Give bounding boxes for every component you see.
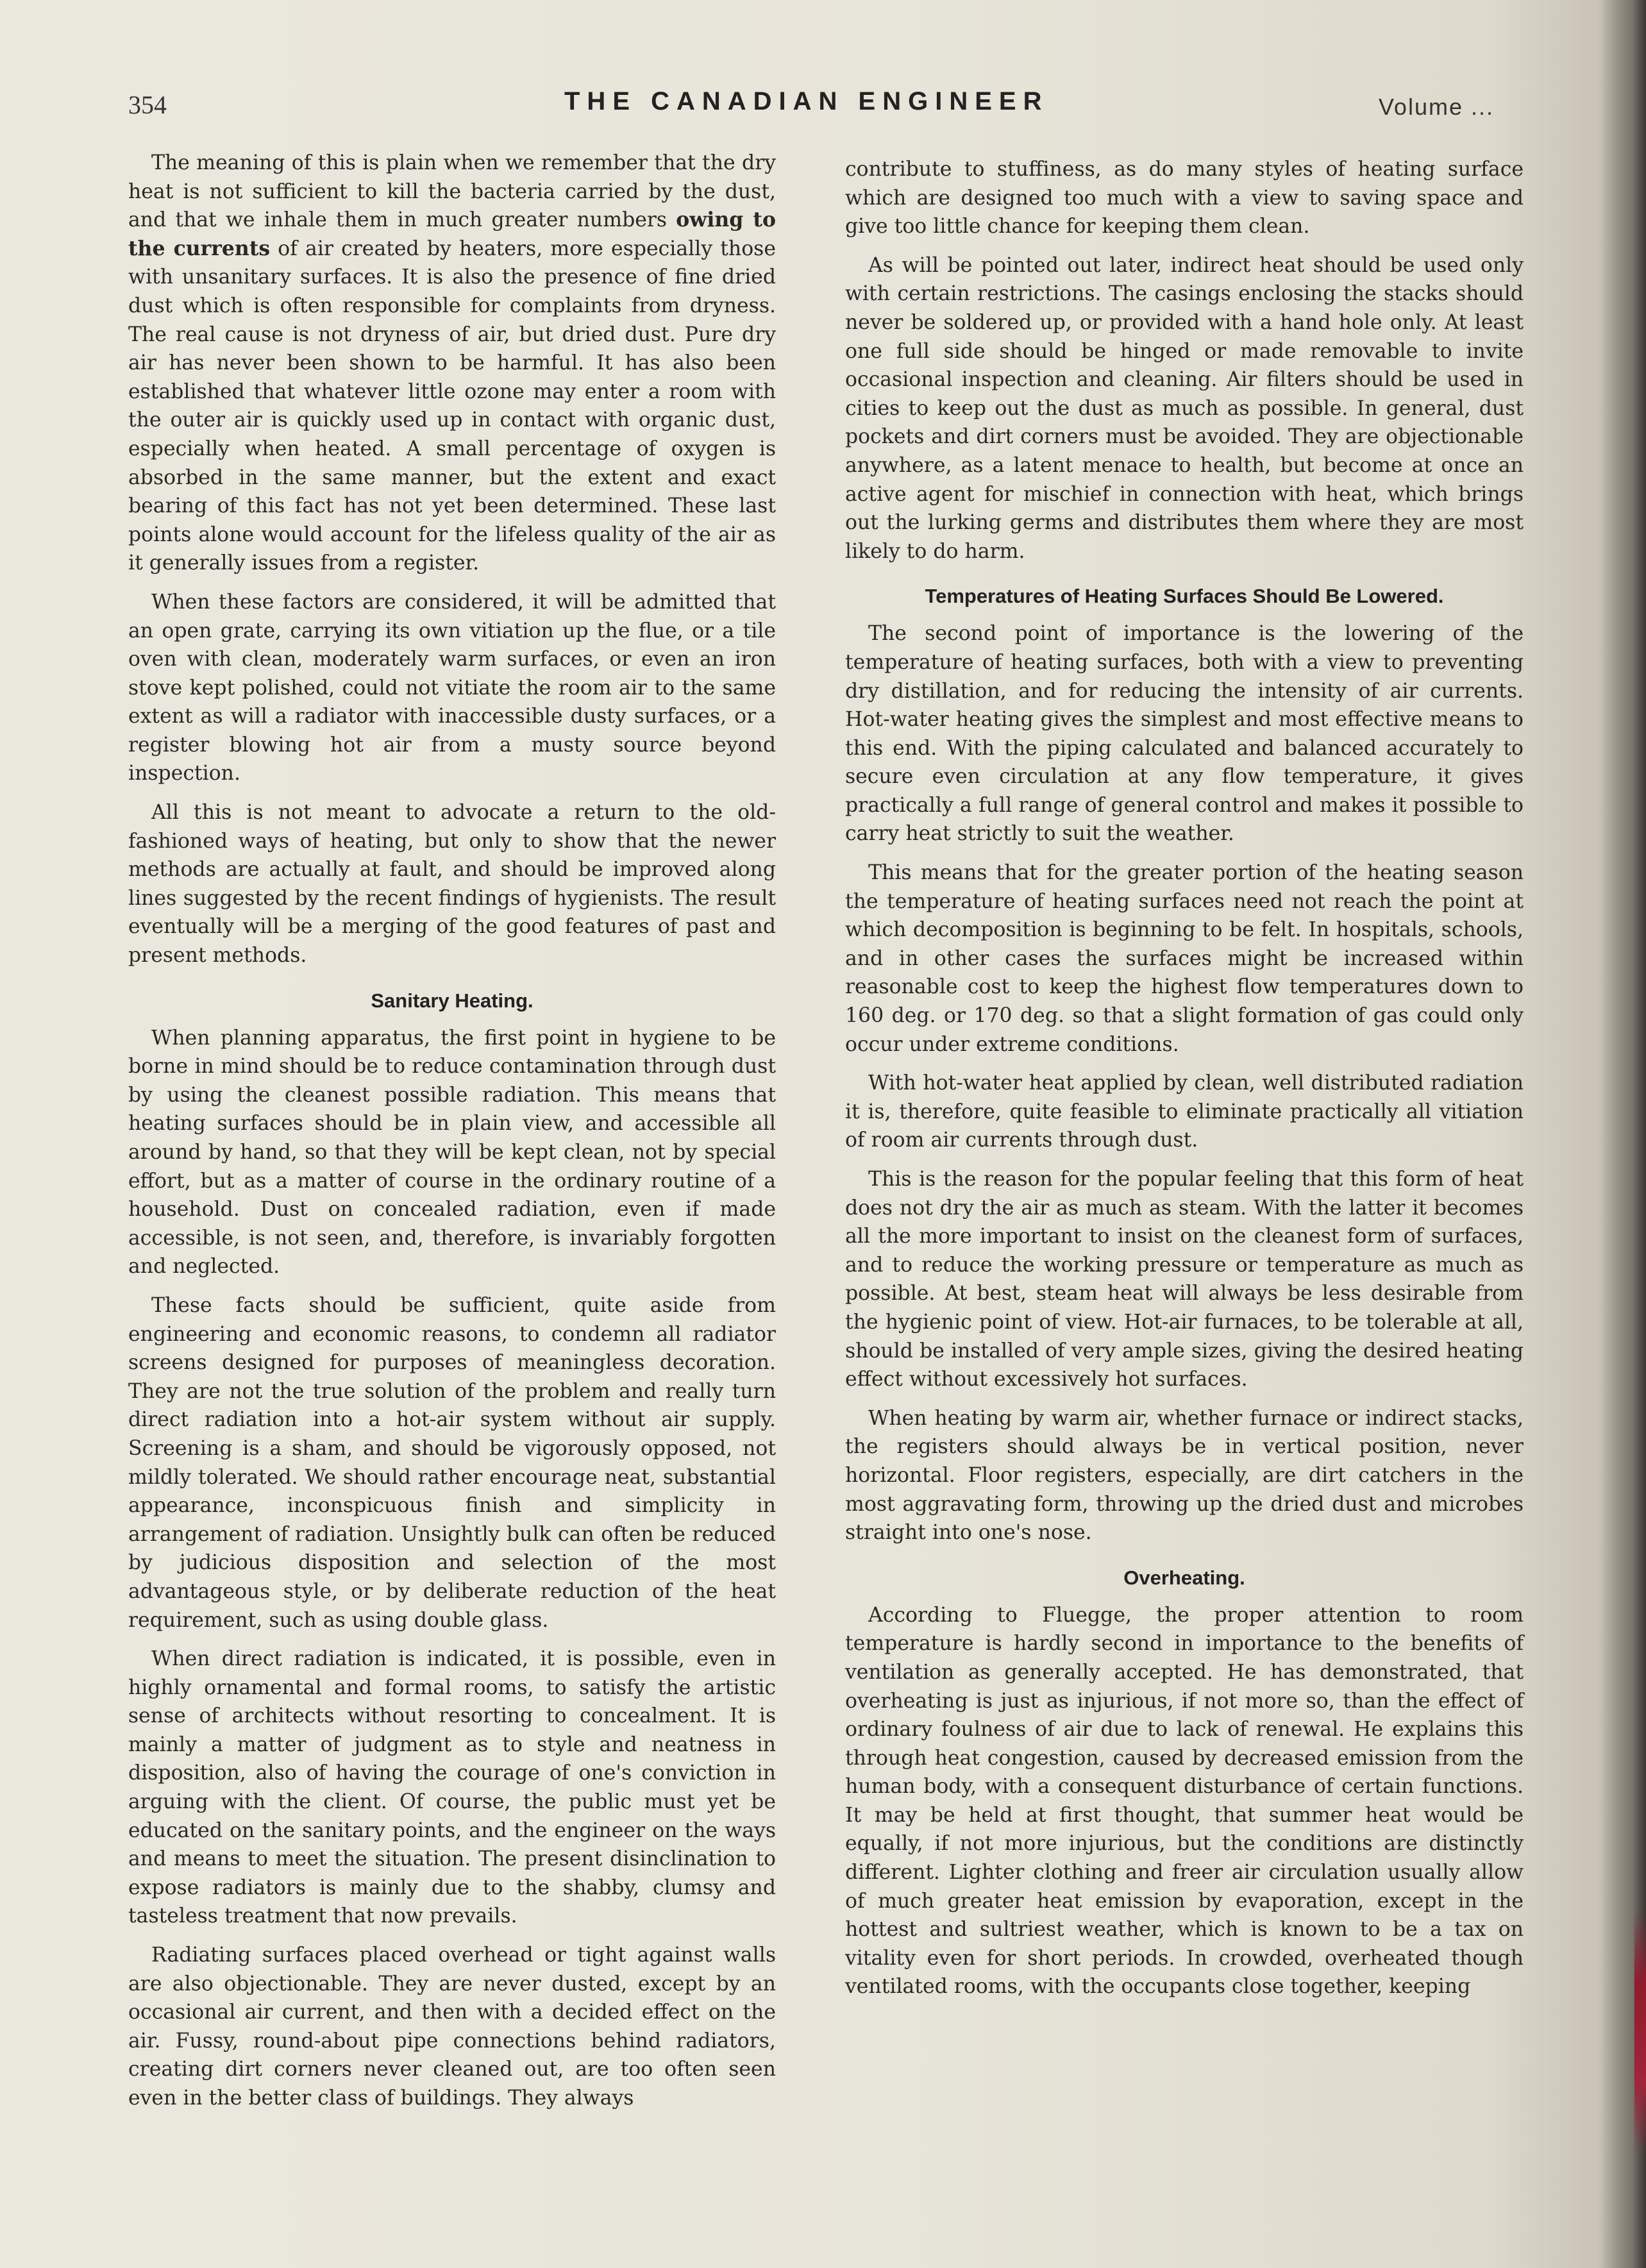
- paragraph: These facts should be sufficient, quite aside from engineering and economic reasons, to condemn all radiator screens designed for purposes of meaningless decoration. They are not the true solution of the problem and really turn direct radiation into a hot-air system without air supply. Screening is a sham, and should be vigorously opposed, not mildly tolerated. We should rather encourage neat, substantial appearance, inconspicuous finish and simplicity in arrangement of radiation. Unsightly bulk can often be reduced by judicious disposition and selection of the most advantageous style, or by deliberate reduction of the heat requirement, such as using double glass.: [128, 1293, 776, 1632]
- paragraph: All this is not meant to advocate a return to the old-fashioned ways of heating, but only to show that the newer methods are actually at fault, and should be improved along lines suggested by the recent findings of hygienists. The result eventually will be a merging of the good features of past and present methods.: [128, 801, 776, 968]
- paragraph: This means that for the greater portion of the heating season the temperature of heating surfaces need not reach the point at which decomposition is beginning to be felt. In hospitals, schools, and in other cases the surfaces might be increased within reasonable cost to keep the highest flow temperatures down to 160 deg. or 170 deg. so that a slight formation of gas could only occur under extreme conditions.: [845, 861, 1524, 1056]
- paragraph: When heating by warm air, whether furnace or indirect stacks, the registers should always be in vertical position, never horizontal. Floor registers, especially, are dirt catchers in the most aggravating form, throwing up the dried dust and microbes straight into one's nose.: [845, 1406, 1524, 1545]
- book-spine-red-edge: [1634, 1911, 1646, 2155]
- bold-phrase: owing to the currents: [128, 208, 776, 260]
- page-number: 354: [128, 90, 167, 119]
- running-header: [128, 87, 1500, 128]
- left-column: [128, 149, 776, 2123]
- paragraph: When direct radiation is indicated, it is possible, even in highly ornamental and formal rooms, to satisfy the artistic sense of architects without resorting to concealment. It is mainly a matter of judgment as to style and neatness in disposition, also of having the courage of one's conviction in arguing with the client. Of course, the public must yet be educated on the sanitary points, and the engineer on the ways and means to meet the situation. The present disinclination to expose radiators is mainly due to the shabby, clumsy and tasteless treatment that now prevails.: [128, 1647, 776, 1928]
- volume-label: Volume ...: [1378, 94, 1494, 120]
- right-column: [845, 155, 1524, 2012]
- paragraph: This is the reason for the popular feeling that this form of heat does not dry the air as much as steam. With the latter it becomes all the more important to insist on the cleanest form of surfaces, and to reduce the working pressure or temperature as much as possible. At best, steam heat will always be less desirable from the hygienic point of view. Hot-air furnaces, to be tolerable at all, should be installed of very ample sizes, giving the desired heating effect without excessively hot surfaces.: [845, 1168, 1524, 1391]
- paragraph: According to Fluegge, the proper attention to room temperature is hardly second in importance to the benefits of ventilation as generally accepted. He has demonstrated, that overheating is just as injurious, if not more so, than the effect of ordinary foulness of air due to lack of renewal. He explains this through heat congestion, caused by decreased emission from the human body, with a consequent disturbance of certain functions. It may be held at first thought, that summer heat would be equally, if not more injurious, but the conditions are distinctly different. Lighter clothing and freer air circulation usually allow of much greater heat emission by evaporation, except in the hottest and sultriest weather, which is known to be a tax on vitality even for short periods. In crowded, overheated though ventilated rooms, with the occupants close together, keeping: [845, 1603, 1524, 1999]
- paragraph: contribute to stuffiness, as do many styles of heating surface which are designed too much with a view to saving space and give too little chance for keeping them clean.: [845, 158, 1524, 239]
- section-heading-overheating: Overheating.: [1123, 1566, 1245, 1589]
- paragraph: As will be pointed out later, indirect heat should be used only with certain restrictions. The casings enclosing the stacks should never be soldered up, or provided with a hand hole only. At least one full side should be hinged or made removable to invite occasional inspection and cleaning. Air filters should be used in cities to keep out the dust as much as possible. In general, dust pockets and dirt corners must be avoided. They are objectionable anywhere, as a latent menace to health, but become at once an active agent for mischief in connection with heat, which brings out the lurking germs and distributes them where they are most likely to do harm.: [845, 253, 1524, 563]
- section-heading-temperatures: Temperatures of Heating Surfaces Should Be Lowered.: [925, 585, 1444, 608]
- paragraph: The meaning of this is plain when we remember that the dry heat is not sufficient to kill the bacteria carried by the dust, and that we inhale them in much greater numbers owing to the currents of air created by heaters, more especially those with unsanitary surfaces. It is also the presence of fine dried dust which is often responsible for complaints from dryness. The real cause is not dryness of air, but dried dust. Pure dry air has never been shown to be harmful. It has also been established that whatever little ozone may enter a room with the outer air is quickly used up in contact with organic dust, especially when heated. A small percentage of oxygen is absorbed in the same manner, but the extent and exact bearing of this fact has not yet been determined. These last points alone would account for the lifeless quality of the air as it generally issues from a register.: [128, 151, 776, 575]
- paragraph: The second point of importance is the lowering of the temperature of heating surfaces, both with a view to preventing dry distillation, and for reducing the intensity of air currents. Hot-water heating gives the simplest and most effective means to this end. With the piping calculated and balanced accurately to secure even circulation at any flow temperature, it gives practically a full range of general control and makes it possible to carry heat strictly to suit the weather.: [845, 622, 1524, 846]
- paragraph: With hot-water heat applied by clean, well distributed radiation it is, therefore, quite feasible to eliminate practically all vitiation of room air currents through dust.: [845, 1071, 1524, 1152]
- paragraph: Radiating surfaces placed overhead or tight against walls are also objectionable. They are never dusted, except by an occasional air current, and then with a decided effect on the air. Fussy, round-about pipe connections behind radiators, creating dirt corners never cleaned out, are too often seen even in the better class of buildings. They always: [128, 1944, 776, 2110]
- paragraph: When planning apparatus, the first point in hygiene to be borne in mind should be to reduce contamination through dust by using the cleanest possible radiation. This means that heating surfaces should be in plain view, and accessible all around by hand, so that they will be kept clean, not by special effort, but as a matter of course in the ordinary routine of a household. Dust on concealed radiation, even if made accessible, is not seen, and, therefore, is invariably forgotten and neglected.: [128, 1026, 776, 1279]
- running-title: THE CANADIAN ENGINEER: [564, 87, 1049, 115]
- paragraph: When these factors are considered, it will be admitted that an open grate, carrying its own vitiation up the flue, or a tile oven with clean, moderately warm surfaces, or even an iron stove kept polished, could not vitiate the room air to the same extent as will a radiator with inaccessible dusty surfaces, or a register blowing hot air from a musty source beyond inspection.: [128, 590, 776, 785]
- section-heading-sanitary-heating: Sanitary Heating.: [371, 989, 533, 1012]
